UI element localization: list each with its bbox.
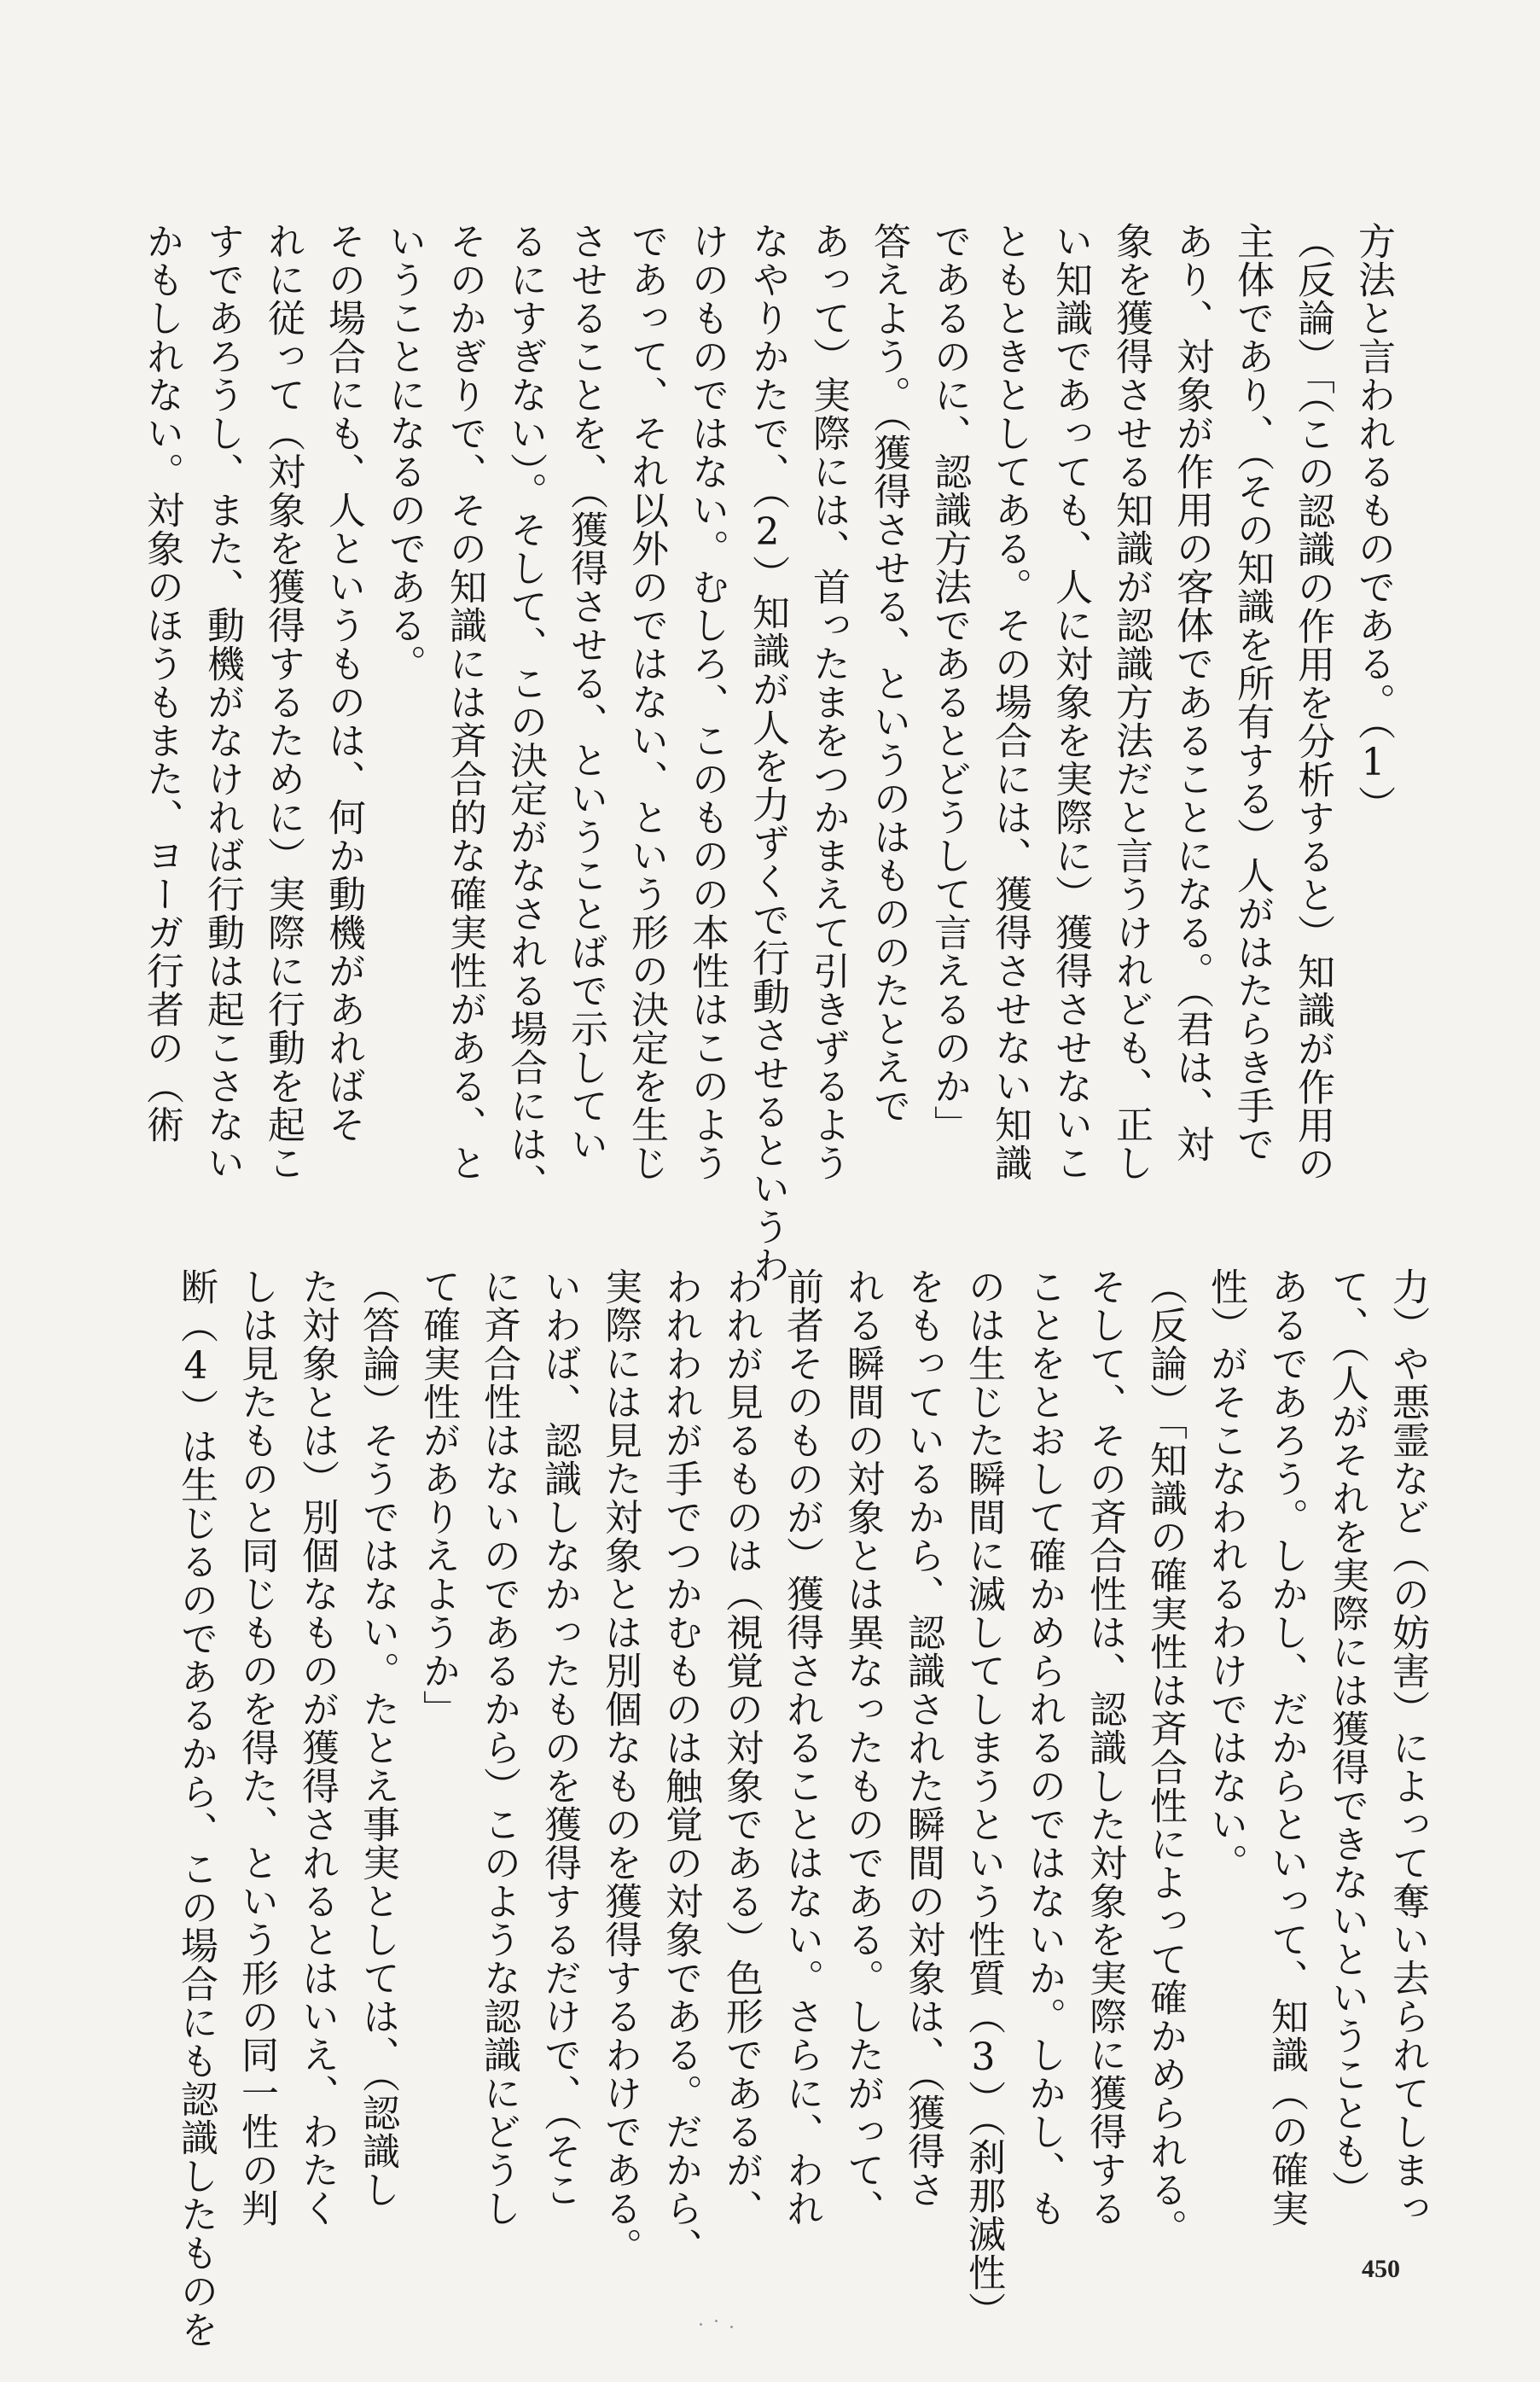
text-line: ことをとおして確かめられるのではないか。しかし、も xyxy=(1022,1267,1066,2228)
text-line: われが見るものは（視覚の対象である）色形であるが、 xyxy=(719,1267,763,2228)
text-line: あり、対象が作用の客体であることになる。（君は、対 xyxy=(1170,222,1213,1163)
text-line: 象を獲得させる知識が認識方法だと言うけれども、正し xyxy=(1109,222,1153,1182)
print-speck xyxy=(730,2326,733,2328)
text-line: い知識であっても、人に対象を実際に）獲得させないこ xyxy=(1049,222,1092,1182)
text-line: 断（4）は生じるのであるから、この場合にも認識したものを xyxy=(174,1267,218,2349)
text-line: （答論）そうではない。たとえ事実としては、（認識し xyxy=(356,1267,399,2209)
text-line: （反論）「知識の確実性は斉合性によって確かめられる。 xyxy=(1143,1267,1187,2247)
text-line: れに従って（対象を獲得するために）実際に行動を起こ xyxy=(261,222,305,1182)
text-line: た対象とは）別個なものが獲得されるとはいえ、わたく xyxy=(295,1267,339,2228)
text-line: ともときとしてある。その場合には、獲得させない知識 xyxy=(988,222,1032,1182)
text-line: われわれが手でつかむものは触覚の対象である。だから、 xyxy=(659,1267,702,2266)
text-line: あって）実際には、首ったまをつかまえて引きずるよう xyxy=(806,222,850,1182)
text-line: そして、その斉合性は、認識した対象を実際に獲得する xyxy=(1083,1267,1126,2228)
text-line: であって、それ以外のではない、という形の決定を生じ xyxy=(625,222,668,1182)
text-line: 実際には見た対象とは別個なものを獲得するわけである。 xyxy=(598,1267,642,2266)
text-line: 答えよう。（獲得させる、というのはもののたとえで xyxy=(867,222,910,1125)
print-speck xyxy=(700,2323,702,2326)
text-line: かもしれない。対象のほうもまた、ヨーガ行者の（術 xyxy=(140,222,183,1144)
text-line: 性）がそこなわれるわけではない。 xyxy=(1204,1267,1247,1882)
text-line: その場合にも、人というものは、何か動機があればそ xyxy=(322,222,365,1144)
text-line: て確実性がありえようか」 xyxy=(416,1267,460,1728)
text-line: させることを、（獲得させる、ということばで示してい xyxy=(564,222,607,1163)
text-line: に斉合性はないのであるから）このような認識にどうし xyxy=(477,1267,520,2228)
text-line: 主体であり、（その知識を所有する）人がはたらき手で xyxy=(1230,222,1274,1163)
text-line: るにすぎない）。そして、この決定がなされる場合には、 xyxy=(503,222,547,1202)
text-line: すであろうし、また、動機がなければ行動は起こさない xyxy=(200,222,244,1182)
text-line: 方法と言われるものである。（1） xyxy=(1351,222,1395,824)
page-number: 450 xyxy=(1362,2255,1400,2283)
text-line: けのものではない。むしろ、このものの本性はこのよう xyxy=(685,222,729,1182)
print-speck xyxy=(715,2320,718,2322)
text-line: しは見たものと同じものを得た、という形の同一性の判 xyxy=(235,1267,278,2228)
text-line: であるのに、認識方法であるとどうして言えるのか」 xyxy=(927,222,971,1144)
text-line: （反論）「（この認識の作用を分析すると）知識が作用の xyxy=(1291,222,1334,1183)
text-line: いうことになるのである。 xyxy=(382,222,426,683)
lower-text-block xyxy=(149,1267,1438,2349)
text-line: のは生じた瞬間に滅してしまうという性質（3）（刹那滅性） xyxy=(962,1267,1005,2330)
text-line: をもっているから、認識された瞬間の対象は、（獲得さ xyxy=(901,1267,944,2209)
text-line: れる瞬間の対象とは異なったものである。したがって、 xyxy=(840,1267,884,2228)
text-line: て、（人がそれを実際には獲得できないということも） xyxy=(1325,1267,1369,2209)
text-line: あるであろう。しかし、だからといって、知識（の確実 xyxy=(1264,1267,1308,2228)
text-line: そのかぎりで、その知識には斉合的な確実性がある、と xyxy=(443,222,486,1182)
upper-text-block xyxy=(140,222,1403,1284)
text-line: なやりかたで、（2）知識が人を力ずくで行動させるというわ xyxy=(746,222,789,1284)
text-line: いわば、認識しなかったものを獲得するだけで、（そこ xyxy=(538,1267,581,2209)
text-line: 力）や悪霊など（の妨害）によって奪い去られてしまっ xyxy=(1386,1267,1429,2228)
text-line: 前者そのものが）獲得されることはない。さらに、われ xyxy=(780,1267,823,2228)
